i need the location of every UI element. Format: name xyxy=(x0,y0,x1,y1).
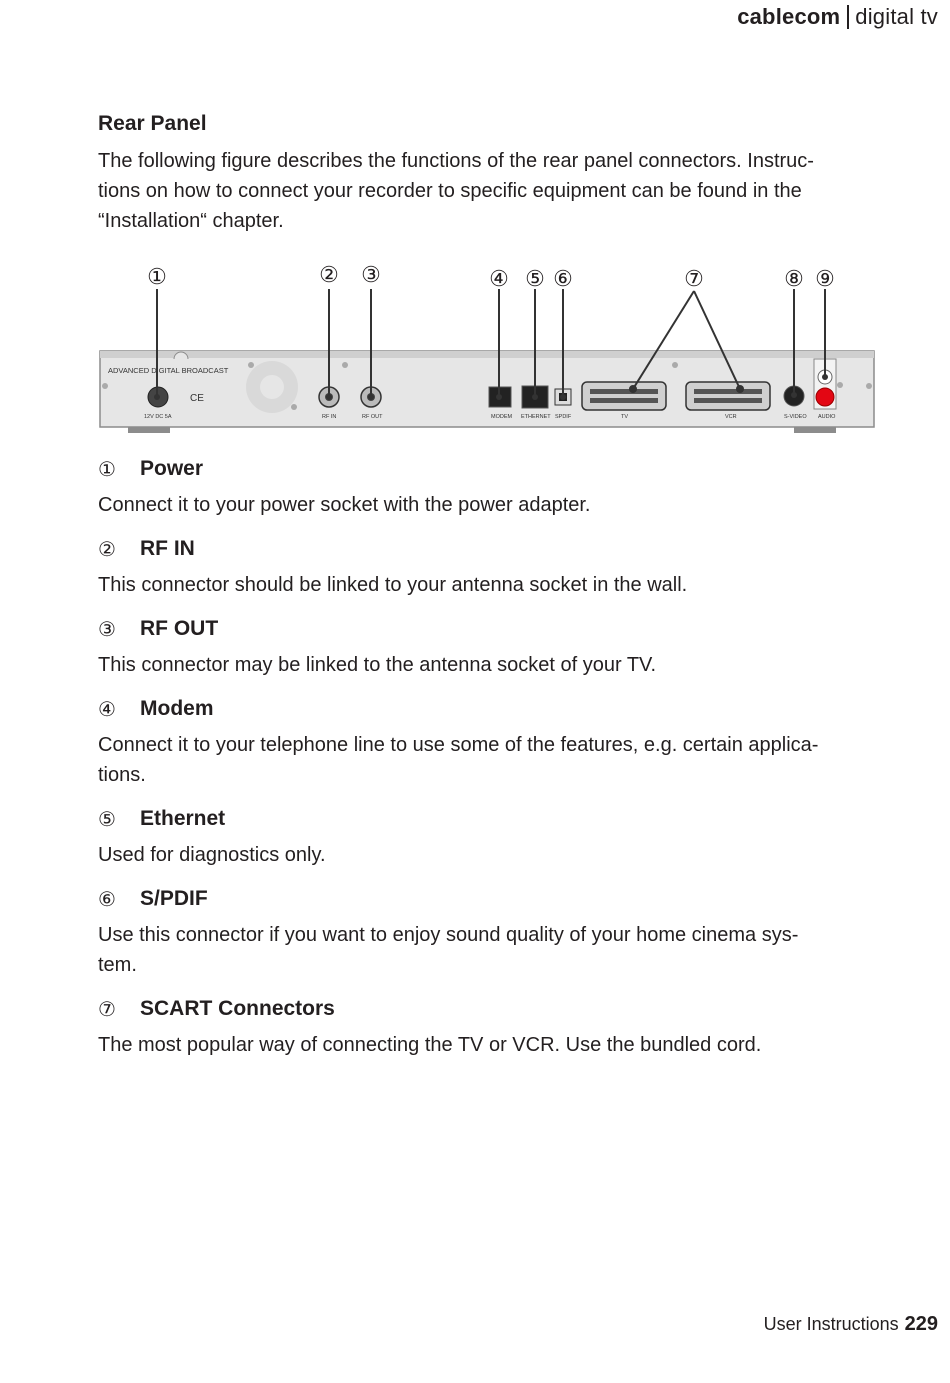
panel-top-edge xyxy=(100,351,874,358)
footer-label: User Instructions xyxy=(763,1314,899,1334)
port-label: SPDIF xyxy=(555,414,572,420)
connector-section-rf-out xyxy=(98,614,878,680)
port-label: MODEM xyxy=(491,414,513,420)
connector-section-rf-in xyxy=(98,534,878,600)
section-title: Ethernet xyxy=(140,807,226,830)
page-number: 229 xyxy=(904,1313,938,1335)
fan-hub xyxy=(260,375,284,399)
callout-number: ⑦ xyxy=(684,266,704,291)
panel-brand-text: ADVANCED DIGITAL BROADCAST xyxy=(108,366,229,375)
audio-right-port xyxy=(816,388,834,406)
section-number: ③ xyxy=(98,617,116,641)
callout-number: ⑨ xyxy=(815,266,835,291)
section-title: Power xyxy=(140,457,204,480)
screw xyxy=(102,383,108,389)
port-label: ETHERNET xyxy=(521,414,551,420)
brand-logo xyxy=(737,4,938,30)
callout-number: ⑧ xyxy=(784,266,804,291)
callout-number: ② xyxy=(319,262,339,287)
port-label: S-VIDEO xyxy=(784,414,807,420)
callout-number: ⑤ xyxy=(525,266,545,291)
section-title: SCART Connectors xyxy=(140,997,335,1020)
callout-number: ④ xyxy=(489,266,509,291)
scart-pins xyxy=(590,398,658,403)
panel-foot-right xyxy=(794,427,836,433)
page-footer xyxy=(764,1313,938,1336)
section-title: RF OUT xyxy=(140,617,219,640)
section-description: This connector may be linked to the antenna socket of your TV. xyxy=(98,654,657,676)
port-label: RF IN xyxy=(322,414,337,420)
rear-panel-figure xyxy=(98,255,878,440)
section-number: ② xyxy=(98,537,116,561)
brand-sub: digital tv xyxy=(855,4,938,29)
section-description: The most popular way of connecting the TV or VCR. Use the bundled cord. xyxy=(98,1034,762,1056)
screw xyxy=(248,362,254,368)
panel-foot-left xyxy=(128,427,170,433)
callout-number: ⑥ xyxy=(553,266,573,291)
section-number: ① xyxy=(98,457,116,481)
section-heading: Rear Panel xyxy=(98,112,207,135)
rear-panel-diagram xyxy=(98,255,878,440)
scart-tv-port xyxy=(582,382,666,410)
port-label: TV xyxy=(621,414,629,420)
port-label: AUDIO xyxy=(818,414,836,420)
connector-section-spdif xyxy=(98,884,878,980)
callout-number: ① xyxy=(147,264,167,289)
section-description: Connect it to your telephone line to use some of the features, e.g. certain applica- xyxy=(98,734,819,756)
section-number: ⑥ xyxy=(98,887,116,911)
connector-section-power xyxy=(98,454,878,520)
port-label: 12V DC 5A xyxy=(144,414,172,420)
scart-pins xyxy=(694,389,762,394)
screw xyxy=(837,382,843,388)
connector-section-modem xyxy=(98,694,878,790)
intro-paragraph xyxy=(98,146,878,236)
screw xyxy=(672,362,678,368)
intro-line: The following figure describes the functions of the rear panel connectors. Instruc- xyxy=(98,150,814,172)
section-description: tions. xyxy=(98,764,146,786)
brand-separator xyxy=(847,5,849,29)
section-title: RF IN xyxy=(140,537,195,560)
section-title: S/PDIF xyxy=(140,887,208,910)
port-label: RF OUT xyxy=(362,414,383,420)
port-label: VCR xyxy=(725,414,737,420)
section-description: Used for diagnostics only. xyxy=(98,844,326,866)
section-description: Use this connector if you want to enjoy sound quality of your home cinema sys- xyxy=(98,924,799,946)
scart-pins xyxy=(694,398,762,403)
section-description: Connect it to your power socket with the power adapter. xyxy=(98,494,591,516)
screw xyxy=(291,404,297,410)
section-title: Modem xyxy=(140,697,214,720)
brand-main: cablecom xyxy=(737,4,841,29)
scart-vcr-port xyxy=(686,382,770,410)
ce-mark: CE xyxy=(190,393,204,404)
section-description: tem. xyxy=(98,954,137,976)
scart-pins xyxy=(590,389,658,394)
section-number: ④ xyxy=(98,697,116,721)
callout-number: ③ xyxy=(361,262,381,287)
screw xyxy=(342,362,348,368)
intro-line: tions on how to connect your recorder to specific equipment can be found in the xyxy=(98,180,802,202)
connector-section-scart xyxy=(98,994,878,1060)
section-number: ⑤ xyxy=(98,807,116,831)
screw xyxy=(866,383,872,389)
section-number: ⑦ xyxy=(98,997,116,1021)
section-description: This connector should be linked to your antenna socket in the wall. xyxy=(98,574,688,596)
intro-line: “Installation“ chapter. xyxy=(98,210,284,232)
connector-section-ethernet xyxy=(98,804,878,870)
